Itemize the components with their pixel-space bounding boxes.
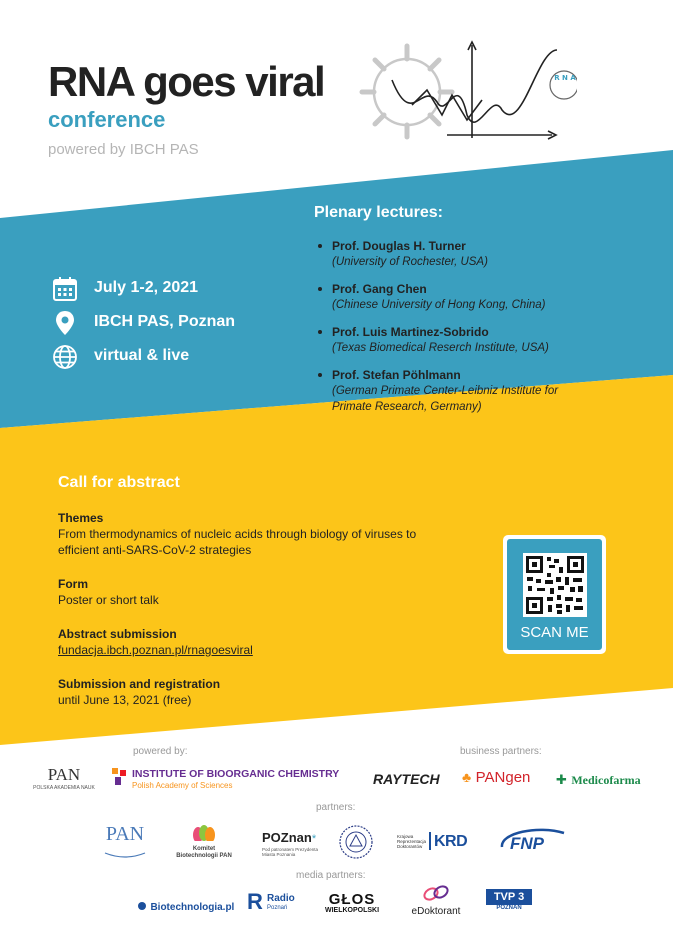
conference-subtitle: conference xyxy=(48,107,166,132)
glos-wielkopolski-logo: GŁOS WIELKOPOLSKI xyxy=(324,891,380,914)
submission-label: Abstract submission xyxy=(58,627,177,641)
call-heading: Call for abstract xyxy=(58,474,180,491)
partners-label: partners: xyxy=(316,802,356,813)
themes-label: Themes xyxy=(58,511,104,525)
form-text: Poster or short talk xyxy=(58,593,159,607)
speaker-item xyxy=(318,324,658,356)
tvp3-logo: TVP 3 POZNAŃ xyxy=(486,889,532,911)
ibch-emblem-icon xyxy=(112,768,128,786)
university-seal-icon xyxy=(338,824,374,860)
conference-title: RNA goes viral xyxy=(48,58,325,105)
pan-logo: PAN POLSKA AKADEMIA NAUK xyxy=(33,765,95,791)
cross-icon: ✚ xyxy=(556,772,567,787)
star-icon: * xyxy=(311,833,317,845)
speaker-item xyxy=(318,281,658,313)
speaker-affiliation: (Chinese University of Hong Kong, China) xyxy=(332,299,546,311)
scan-me-label: SCAN ME xyxy=(520,624,589,641)
rna-virus-logo xyxy=(352,30,577,140)
form-label: Form xyxy=(58,577,88,591)
edoktorant-logo: eDoktorant xyxy=(402,885,470,917)
pangen-logo: ♣ PANgen xyxy=(462,769,531,786)
media-partners-label: media partners: xyxy=(296,870,366,881)
powered-by-label: powered by: xyxy=(133,746,188,757)
registration-block xyxy=(58,676,458,708)
speaker-affiliation: (German Primate Center-Leibniz Institute for Primate Research, Germany) xyxy=(332,385,559,413)
date-row xyxy=(52,276,292,304)
biotechnologia-logo: Biotechnologia.pl xyxy=(138,897,234,915)
ibch-logo: INSTITUTE OF BIOORGANIC CHEMISTRY Polish Academy of Sciences xyxy=(112,767,352,797)
radio-mark-icon: R xyxy=(247,889,263,914)
pan-arc-icon xyxy=(103,851,147,859)
themes-block xyxy=(58,510,438,558)
dot-icon xyxy=(138,902,146,910)
submission-link[interactable]: fundacja.ibch.poznan.pl/rnagoesviral xyxy=(58,643,253,657)
svg-text:R N A: R N A xyxy=(554,74,576,82)
speaker-name: Prof. Gang Chen xyxy=(332,282,427,296)
raytech-logo: RAYTECH xyxy=(373,771,440,787)
themes-text: From thermodynamics of nucleic acids through biology of viruses to efficient anti-SARS-CoV-2 strategies xyxy=(58,527,417,557)
registration-text: until June 13, 2021 (free) xyxy=(58,693,192,707)
speaker-name: Prof. Douglas H. Turner xyxy=(332,239,466,253)
location-row xyxy=(52,310,292,338)
qr-card[interactable] xyxy=(503,535,606,654)
qr-code-icon xyxy=(523,553,587,617)
speaker-item xyxy=(318,238,658,270)
event-location: IBCH PAS, Poznan xyxy=(94,313,236,330)
radio-poznan-logo: R Radio Poznań xyxy=(247,889,295,914)
virus-icon xyxy=(362,46,452,137)
speaker-item xyxy=(318,367,658,415)
map-pin-icon xyxy=(52,310,78,336)
submission-block xyxy=(58,626,458,658)
plenary-heading: Plenary lectures: xyxy=(314,204,443,221)
fnp-logo: FNP xyxy=(498,827,568,859)
flower-icon xyxy=(189,825,219,841)
speaker-affiliation: (Texas Biomedical Reserch Institute, USA) xyxy=(332,342,549,354)
powered-by-text: powered by IBCH PAS xyxy=(48,141,199,158)
pan-partner-logo: PAN xyxy=(100,823,150,859)
calendar-icon xyxy=(52,276,78,302)
format-row xyxy=(52,344,292,372)
globe-icon xyxy=(52,344,78,370)
speaker-name: Prof. Luis Martinez-Sobrido xyxy=(332,325,489,339)
pangen-mark-icon: ♣ xyxy=(462,769,472,785)
poznan-logo: POZnan* Pod patronatem Prezydenta Miasta Poznania xyxy=(262,830,319,857)
komitet-logo: Komitet Biotechnologii PAN xyxy=(172,825,236,861)
form-block xyxy=(58,576,458,608)
chain-icon xyxy=(421,885,451,901)
medicofarma-logo: ✚ Medicofarma xyxy=(556,772,641,787)
speaker-name: Prof. Stefan Pöhlmann xyxy=(332,368,461,382)
event-date: July 1-2, 2021 xyxy=(94,279,199,296)
registration-label: Submission and registration xyxy=(58,677,221,691)
plenary-list xyxy=(318,238,658,426)
event-format: virtual & live xyxy=(94,347,190,364)
speaker-affiliation: (University of Rochester, USA) xyxy=(332,256,488,268)
business-partners-label: business partners: xyxy=(460,746,542,757)
